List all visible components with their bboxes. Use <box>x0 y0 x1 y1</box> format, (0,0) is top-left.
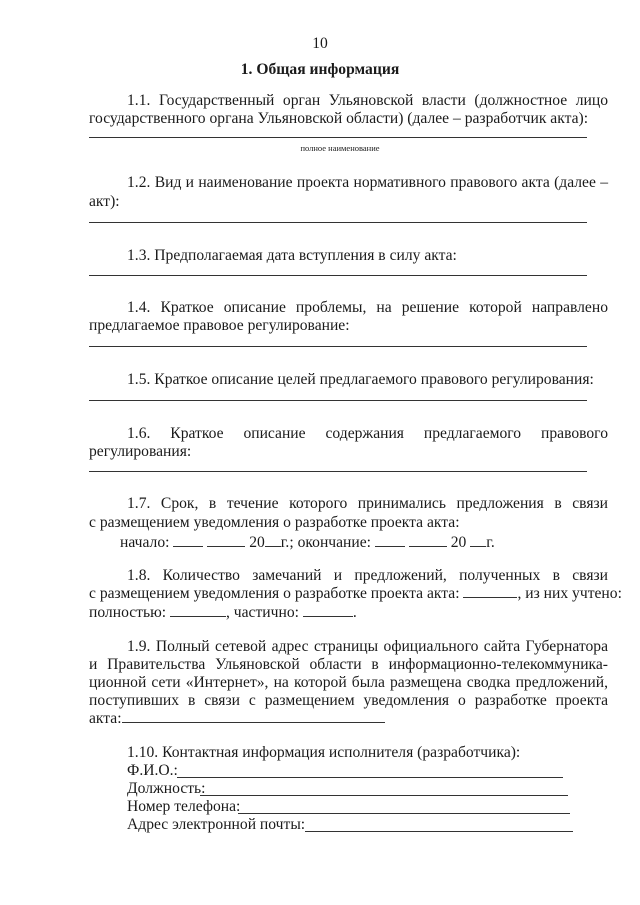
caption-full-name: полное наименование <box>300 143 380 153</box>
end-day-field <box>375 546 405 547</box>
section-1-9-line-3: ционной сети «Интернет», на которой была размещена сводка предложений, <box>89 674 608 691</box>
email-field <box>305 831 573 832</box>
act-label: акта: <box>89 710 122 727</box>
position-label: Должность: <box>127 780 206 797</box>
phone-field <box>238 813 570 814</box>
section-1-9-line-1: 1.9. Полный сетевой адрес страницы официального сайта Губернатора <box>127 638 608 655</box>
section-1-7-line-1: 1.7. Срок, в течение которого принимались предложения в связи <box>127 495 608 512</box>
section-1-8-accepted-label: , из них учтено: <box>517 585 622 602</box>
section-1-7-line-2: с размещением уведомления о разработке проекта акта: <box>89 514 460 531</box>
end-month-field <box>409 546 447 547</box>
section-1-2-line-2: акт): <box>89 193 120 210</box>
section-1-8-line-2 <box>89 584 622 603</box>
email-label: Адрес электронной почты: <box>127 816 306 833</box>
section-1-4-line-2: предлагаемое правовое регулирование: <box>89 317 350 334</box>
start-year-field <box>265 546 281 547</box>
fio-label: Ф.И.О.: <box>127 762 178 779</box>
section-1-3-line-1: 1.3. Предполагаемая дата вступления в силу акта: <box>127 247 457 264</box>
start-year-prefix: 20 <box>249 534 265 551</box>
section-1-8-line-2-text: с размещением уведомления о разработке проекта акта: <box>89 585 460 602</box>
fully-label: полностью: <box>89 604 167 621</box>
end-year-prefix: 20 <box>450 534 467 551</box>
section-1-7-dates <box>120 533 495 552</box>
section-1-1-line-1: 1.1. Государственный орган Ульяновской власти (должностное лицо <box>127 92 608 109</box>
section-1-9-line-2: и Правительства Ульяновской области в информационно-телекоммуника- <box>89 656 608 673</box>
section-1-6-line-1: 1.6. Краткое описание содержания предлагаемого правового <box>127 425 608 442</box>
fill-line-1-4 <box>89 346 587 347</box>
fill-line-1-5 <box>89 400 587 401</box>
url-field <box>122 722 385 723</box>
remarks-count-field <box>463 597 517 598</box>
section-1-10-title: 1.10. Контактная информация исполнителя (разработчика): <box>127 744 521 761</box>
partially-label: , частично: <box>225 604 299 621</box>
section-1-1-line-2: государственного органа Ульяновской области) (далее – разработчик акта): <box>89 110 589 127</box>
start-month-field <box>207 546 245 547</box>
end-label: окончание: <box>297 534 371 551</box>
page-number: 10 <box>312 35 328 52</box>
section-1-9-line-5 <box>89 709 385 728</box>
fully-field <box>170 616 226 617</box>
fill-line-1-6 <box>89 471 587 472</box>
phone-label: Номер телефона: <box>127 798 241 815</box>
partially-field <box>303 616 353 617</box>
start-day-field <box>173 546 203 547</box>
section-1-8-line-3 <box>89 603 357 622</box>
end-year-field <box>470 546 486 547</box>
section-1-6-line-2: регулирования: <box>89 443 192 460</box>
fill-line-1-2 <box>89 222 587 223</box>
section-1-8-line-1: 1.8. Количество замечаний и предложений, полученных в связи <box>127 567 608 584</box>
fill-line-1-1 <box>89 137 587 138</box>
section-1-4-line-1: 1.4. Краткое описание проблемы, на решение которой направлено <box>127 299 608 316</box>
start-label: начало: <box>120 534 170 551</box>
fio-field <box>177 777 563 778</box>
section-1-9-line-4: поступивших в связи с размещением уведомления о разработке проекта <box>89 692 608 709</box>
start-year-suffix: г.; <box>280 534 294 551</box>
section-1-5-line-1: 1.5. Краткое описание целей предлагаемого правового регулирования: <box>127 371 594 388</box>
page-title: 1. Общая информация <box>240 61 400 78</box>
fill-line-1-3 <box>89 275 587 276</box>
position-field <box>200 795 568 796</box>
section-1-2-line-1: 1.2. Вид и наименование проекта нормативного правового акта (далее – <box>127 174 608 191</box>
end-year-suffix: г. <box>486 534 495 551</box>
period: . <box>352 604 357 621</box>
